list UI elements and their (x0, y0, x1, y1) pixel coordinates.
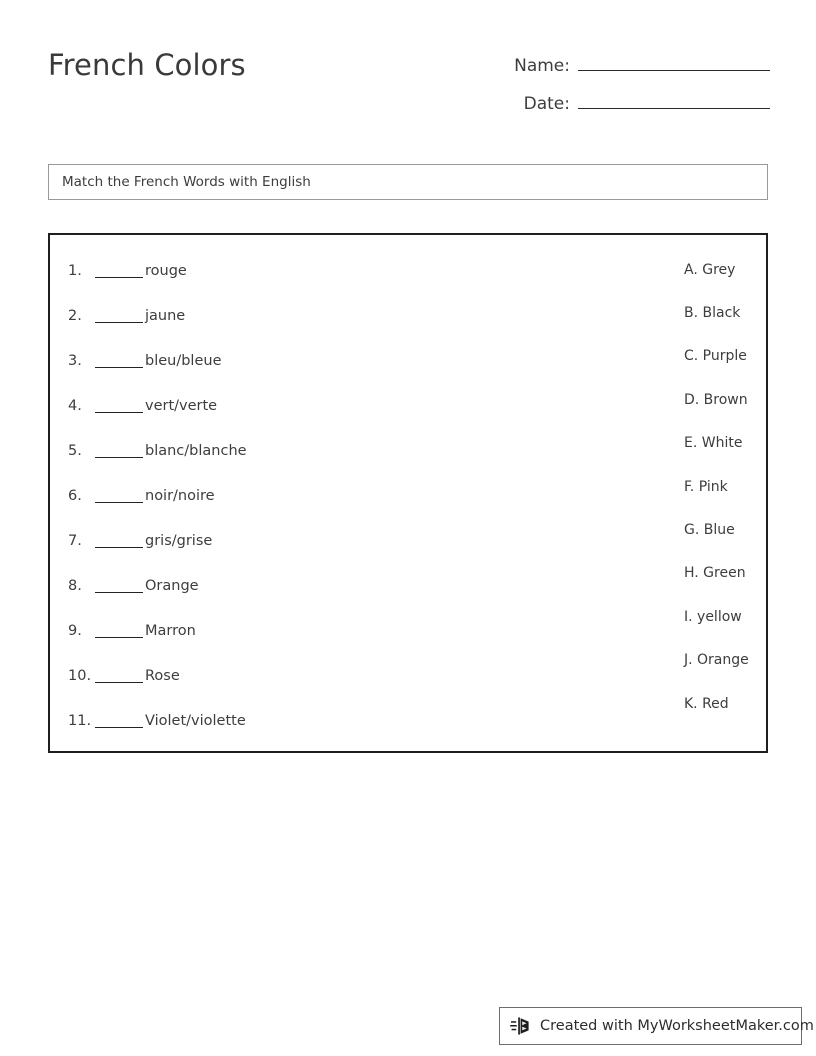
answer-blank[interactable] (95, 488, 143, 503)
matching-exercise-box (48, 233, 768, 753)
french-word: Rose (145, 667, 180, 684)
item-number: 5. (68, 442, 82, 459)
name-label: Name: (514, 56, 570, 76)
english-word-row: C. Purple (684, 348, 747, 365)
english-word-row: I. yellow (684, 608, 742, 625)
french-word: bleu/bleue (145, 352, 222, 369)
french-word: vert/verte (145, 397, 218, 414)
french-word-row (68, 248, 628, 293)
item-number: 6. (68, 487, 82, 504)
english-word-row: K. Red (684, 695, 729, 712)
footer-badge-text: Created with MyWorksheetMaker.com (540, 1018, 814, 1034)
instruction-text: Match the French Words with English (62, 174, 311, 190)
english-word-row: A. Grey (684, 261, 736, 278)
answer-blank[interactable] (95, 578, 143, 593)
french-word: noir/noire (145, 487, 215, 504)
french-word-row (68, 608, 628, 653)
english-word-row: E. White (684, 435, 743, 452)
answer-blank[interactable] (95, 398, 143, 413)
french-word: rouge (145, 262, 187, 279)
french-word-row (68, 338, 628, 383)
name-date-block (500, 50, 770, 126)
french-word: jaune (145, 307, 186, 324)
french-word-row (68, 698, 628, 743)
answer-blank[interactable] (95, 263, 143, 278)
date-row (500, 88, 770, 126)
name-input-line[interactable] (578, 50, 770, 71)
french-word: Marron (145, 622, 196, 639)
item-number: 11. (68, 712, 92, 729)
french-word-row (68, 653, 628, 698)
worksheet-maker-logo-icon (510, 1014, 534, 1038)
item-number: 8. (68, 577, 82, 594)
english-word-row: G. Blue (684, 522, 735, 539)
french-word-row (68, 518, 628, 563)
item-number: 9. (68, 622, 82, 639)
date-input-line[interactable] (578, 88, 770, 109)
page-title: French Colors (48, 48, 246, 82)
french-word: blanc/blanche (145, 442, 247, 459)
item-number: 4. (68, 397, 82, 414)
english-words-column (684, 248, 764, 725)
english-word-row: F. Pink (684, 478, 728, 495)
date-label: Date: (523, 94, 570, 114)
answer-blank[interactable] (95, 308, 143, 323)
french-word-row (68, 428, 628, 473)
french-word-row (68, 473, 628, 518)
answer-blank[interactable] (95, 713, 143, 728)
french-word-row (68, 383, 628, 428)
french-words-column (68, 248, 628, 743)
answer-blank[interactable] (95, 353, 143, 368)
french-word: Violet/violette (145, 712, 246, 729)
item-number: 10. (68, 667, 92, 684)
french-word-row (68, 293, 628, 338)
english-word-row: B. Black (684, 305, 741, 322)
french-word: Orange (145, 577, 199, 594)
footer-badge[interactable] (499, 1007, 814, 1045)
english-word-row: J. Orange (684, 652, 749, 669)
english-word-row: D. Brown (684, 391, 748, 408)
name-row (500, 50, 770, 88)
instruction-box (48, 164, 768, 200)
item-number: 7. (68, 532, 82, 549)
english-word-row: H. Green (684, 565, 746, 582)
answer-blank[interactable] (95, 668, 143, 683)
french-word-row (68, 563, 628, 608)
french-word: gris/grise (145, 532, 213, 549)
item-number: 3. (68, 352, 82, 369)
answer-blank[interactable] (95, 533, 143, 548)
answer-blank[interactable] (95, 443, 143, 458)
answer-blank[interactable] (95, 623, 143, 638)
item-number: 1. (68, 262, 82, 279)
item-number: 2. (68, 307, 82, 324)
